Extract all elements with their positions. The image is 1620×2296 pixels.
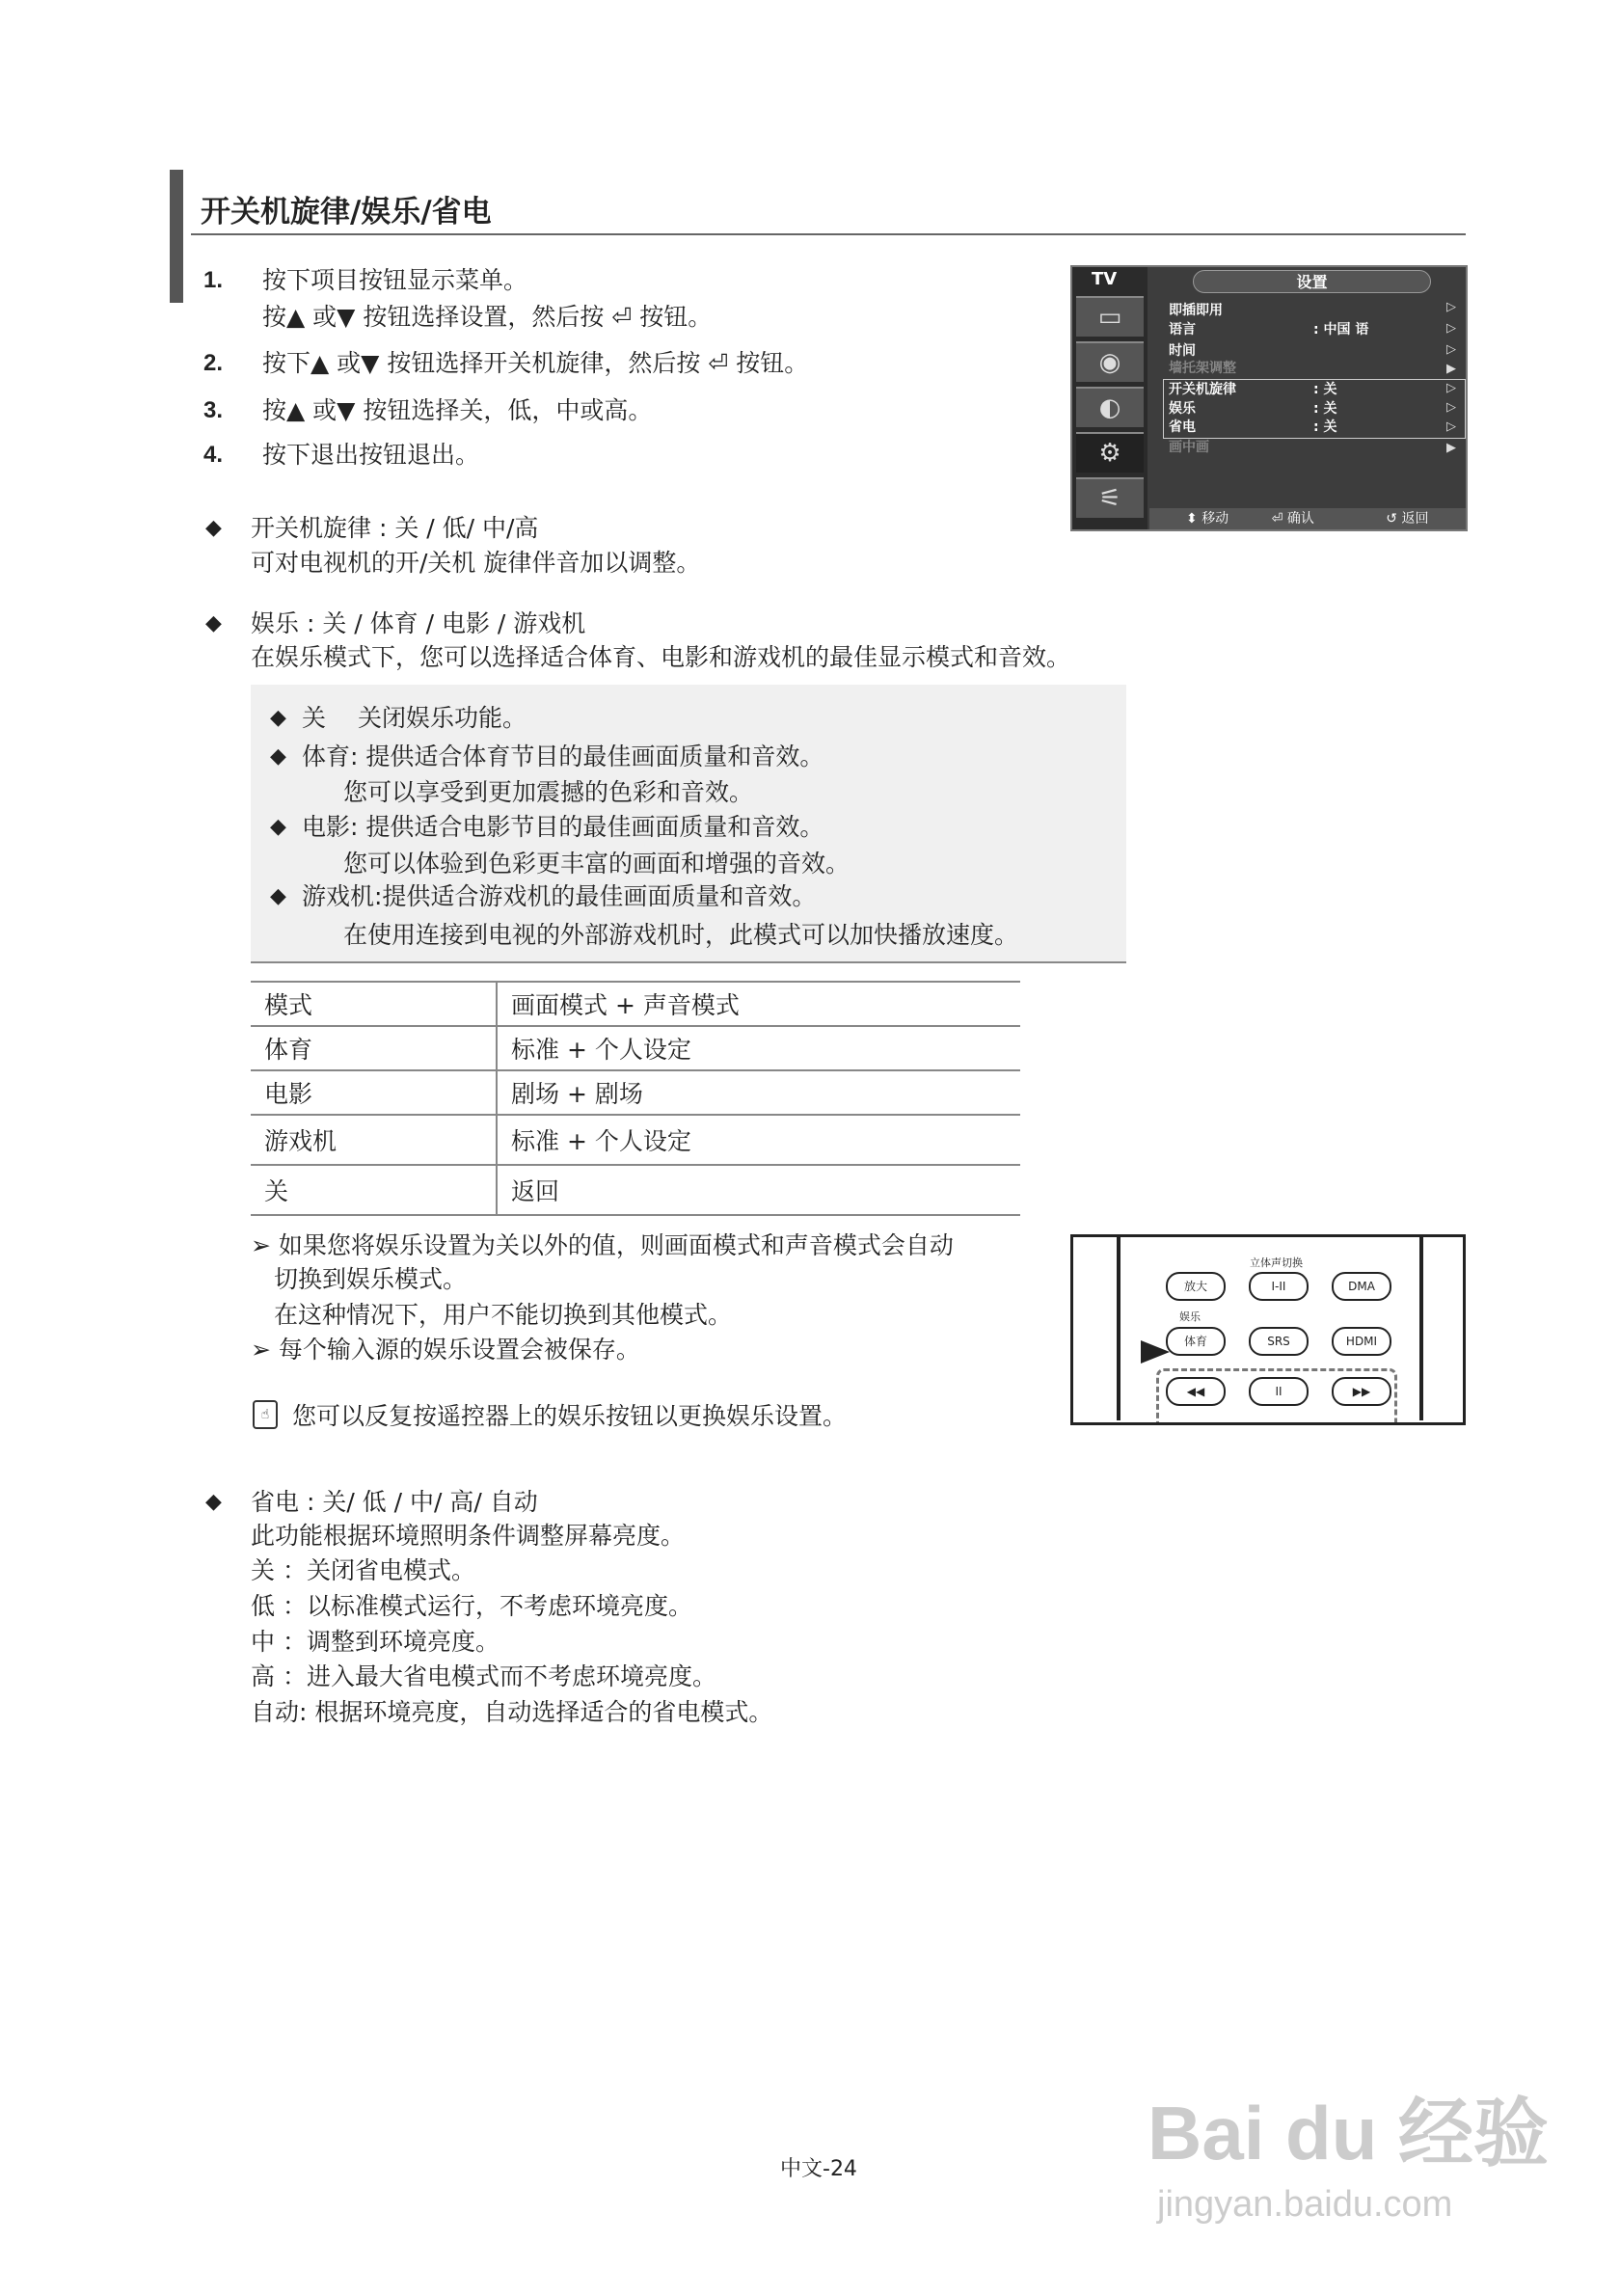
bullet-icon: ◆ (270, 706, 286, 730)
table-row (251, 1115, 1020, 1165)
menu-value-entertainment: : 关 (1313, 401, 1337, 417)
menu-footer (1149, 508, 1466, 529)
stereo-label: 立体声切换 (1250, 1256, 1303, 1269)
menu-value-energy: : 关 (1313, 419, 1337, 435)
memo-hand-icon: ☝ (253, 1400, 278, 1429)
watermark-url: jingyan.baidu.com (1157, 2184, 1453, 2225)
enter-icon: ⏎ (1271, 511, 1283, 527)
option-game-desc: 在使用连接到电视的外部游戏机时，此模式可以加快播放速度。 (343, 921, 1019, 949)
option-movie-desc: 您可以体验到色彩更丰富的画面和增强的音效。 (343, 850, 850, 878)
bullet-icon: ◆ (205, 516, 222, 540)
arrow-right-icon: ▷ (1446, 419, 1456, 434)
title-divider (191, 233, 1466, 235)
step-text: 按下▲ 或▼ 按钮选择开关机旋律，然后按 ⏎ 按钮。 (262, 349, 809, 377)
table-cell: 关 (251, 1165, 497, 1215)
arrow-right-icon: ▷ (1446, 400, 1456, 415)
sound-icon: ◉ (1076, 341, 1144, 382)
memo-text: 您可以反复按遥控器上的娱乐按钮以更换娱乐设置。 (292, 1402, 848, 1430)
energy-text: 关 ：关闭省电模式。 (251, 1556, 475, 1584)
menu-item-language[interactable]: 语言 (1169, 322, 1196, 338)
note-text: 切换到娱乐模式。 (274, 1265, 468, 1293)
bullet-icon: ◆ (270, 815, 286, 839)
srs-button: SRS (1249, 1327, 1309, 1356)
step-number: 2. (203, 350, 224, 376)
entertainment-desc: 在娱乐模式下，您可以选择适合体育、电影和游戏机的最佳显示模式和音效。 (251, 643, 1071, 671)
step-number: 3. (203, 397, 224, 423)
menu-tv-label: TV (1092, 269, 1118, 289)
table-row (251, 1070, 1020, 1115)
energy-heading: 省电 : 关/ 低 / 中/ 高/ 自动 (251, 1488, 538, 1516)
option-sports: 体育: 提供适合体育节目的最佳画面质量和音效。 (302, 743, 824, 770)
menu-item-entertainment[interactable]: 娱乐 (1169, 401, 1196, 417)
remote-illustration (1070, 1234, 1466, 1425)
menu-item-energy[interactable]: 省电 (1169, 419, 1196, 435)
menu-value-melody: : 关 (1313, 382, 1337, 397)
note-text: ➢ 如果您将娱乐设置为关以外的值，则画面模式和声音模式会自动 (251, 1231, 954, 1259)
updown-icon: ⬍ (1186, 511, 1198, 527)
pause-button: II (1249, 1377, 1309, 1406)
arrow-right-icon: ▶ (1446, 441, 1456, 455)
picture-icon: ▭ (1076, 296, 1144, 337)
note-text: 在这种情况下，用户不能切换到其他模式。 (274, 1301, 733, 1329)
back-hint: 返回 (1401, 511, 1429, 527)
return-icon: ↺ (1386, 511, 1398, 527)
bullet-icon: ◆ (270, 744, 286, 769)
energy-text: 低 ：以标准模式运行，不考虑环境亮度。 (251, 1592, 692, 1620)
option-movie: 电影: 提供适合电影节目的最佳画面质量和音效。 (302, 813, 824, 841)
bullet-icon: ◆ (205, 1490, 222, 1514)
table-cell: 返回 (497, 1165, 1020, 1215)
channel-antenna-icon: ◐ (1076, 387, 1144, 427)
step-text: 按下退出按钮退出。 (262, 441, 480, 469)
page-title: 开关机旋律/娱乐/省电 (201, 195, 492, 230)
energy-text: 中 ：调整到环境亮度。 (251, 1628, 500, 1656)
tv-settings-menu (1070, 265, 1468, 531)
settings-gear-icon: ⚙ (1076, 432, 1144, 473)
entertainment-button: 体育 (1166, 1327, 1226, 1356)
table-row (251, 1165, 1020, 1215)
enter-hint: 确认 (1286, 511, 1314, 527)
table-cell: 标准 + 个人设定 (497, 1115, 1020, 1165)
option-game: 游戏机:提供适合游戏机的最佳画面质量和音效。 (302, 882, 817, 910)
table-cell: 剧场 + 剧场 (497, 1070, 1020, 1115)
stereo-button: I-II (1249, 1272, 1309, 1301)
menu-sidebar (1072, 267, 1148, 529)
move-hint: 移动 (1202, 511, 1229, 527)
menu-item-wall-mount: 墙托架调整 (1169, 361, 1236, 376)
step-text: 按▲ 或▼ 按钮选择关，低，中或高。 (262, 396, 653, 424)
menu-value-language: : 中国 语 (1313, 322, 1369, 338)
option-sports-desc: 您可以享受到更加震撼的色彩和音效。 (343, 778, 754, 806)
menu-header: 设置 (1193, 270, 1431, 293)
table-cell: 体育 (251, 1026, 497, 1070)
menu-item-plug-play[interactable]: 即插即用 (1169, 303, 1223, 318)
baidu-watermark: Bai du 经验 (1148, 2091, 1550, 2175)
pointer-arrow-icon (1141, 1340, 1170, 1364)
step-number: 1. (203, 267, 224, 293)
zoom-button: 放大 (1166, 1272, 1226, 1301)
rewind-button: ◀◀ (1166, 1377, 1226, 1406)
entertainment-label: 娱乐 (1179, 1310, 1201, 1323)
table-row (251, 1026, 1020, 1070)
bullet-icon: ◆ (270, 884, 286, 908)
section-marker (170, 170, 183, 303)
hdmi-button: HDMI (1332, 1327, 1391, 1356)
step-text: 按下项目按钮显示菜单。 (262, 266, 528, 294)
arrow-right-icon: ▶ (1446, 362, 1456, 376)
table-cell: 游戏机 (251, 1115, 497, 1165)
entertainment-heading: 娱乐 : 关 / 体育 / 电影 / 游戏机 (251, 609, 586, 637)
menu-item-melody[interactable]: 开关机旋律 (1169, 382, 1236, 397)
bullet-icon: ◆ (205, 611, 222, 635)
table-cell: 电影 (251, 1070, 497, 1115)
arrow-right-icon: ▷ (1446, 381, 1456, 395)
table-header-row (251, 982, 1020, 1026)
option-off: 关 关闭娱乐功能。 (302, 704, 526, 732)
table-cell: 标准 + 个人设定 (497, 1026, 1020, 1070)
step-text: 按▲ 或▼ 按钮选择设置，然后按 ⏎ 按钮。 (262, 303, 713, 331)
table-header: 模式 (251, 982, 497, 1026)
note-text: ➢ 每个输入源的娱乐设置会被保存。 (251, 1336, 640, 1364)
mode-table (251, 981, 1020, 1216)
melody-heading: 开关机旋律 : 关 / 低/ 中/高 (251, 514, 539, 542)
input-plug-icon: ⚟ (1076, 477, 1144, 518)
menu-item-pip: 画中画 (1169, 440, 1209, 455)
arrow-right-icon: ▷ (1446, 342, 1456, 357)
page-number: 中文-24 (780, 2157, 857, 2181)
energy-text: 此功能根据环境照明条件调整屏幕亮度。 (251, 1522, 686, 1550)
step-number: 4. (203, 442, 224, 468)
menu-item-time[interactable]: 时间 (1169, 343, 1196, 359)
arrow-right-icon: ▷ (1446, 300, 1456, 314)
arrow-right-icon: ▷ (1446, 321, 1456, 336)
fast-forward-button: ▶▶ (1332, 1377, 1391, 1406)
dma-button: DMA (1332, 1272, 1391, 1301)
table-header: 画面模式 + 声音模式 (497, 982, 1020, 1026)
energy-text: 自动: 根据环境亮度，自动选择适合的省电模式。 (251, 1698, 773, 1726)
energy-text: 高 ：进入最大省电模式而不考虑环境亮度。 (251, 1662, 716, 1690)
melody-desc: 可对电视机的开/关机 旋律伴音加以调整。 (251, 549, 701, 577)
